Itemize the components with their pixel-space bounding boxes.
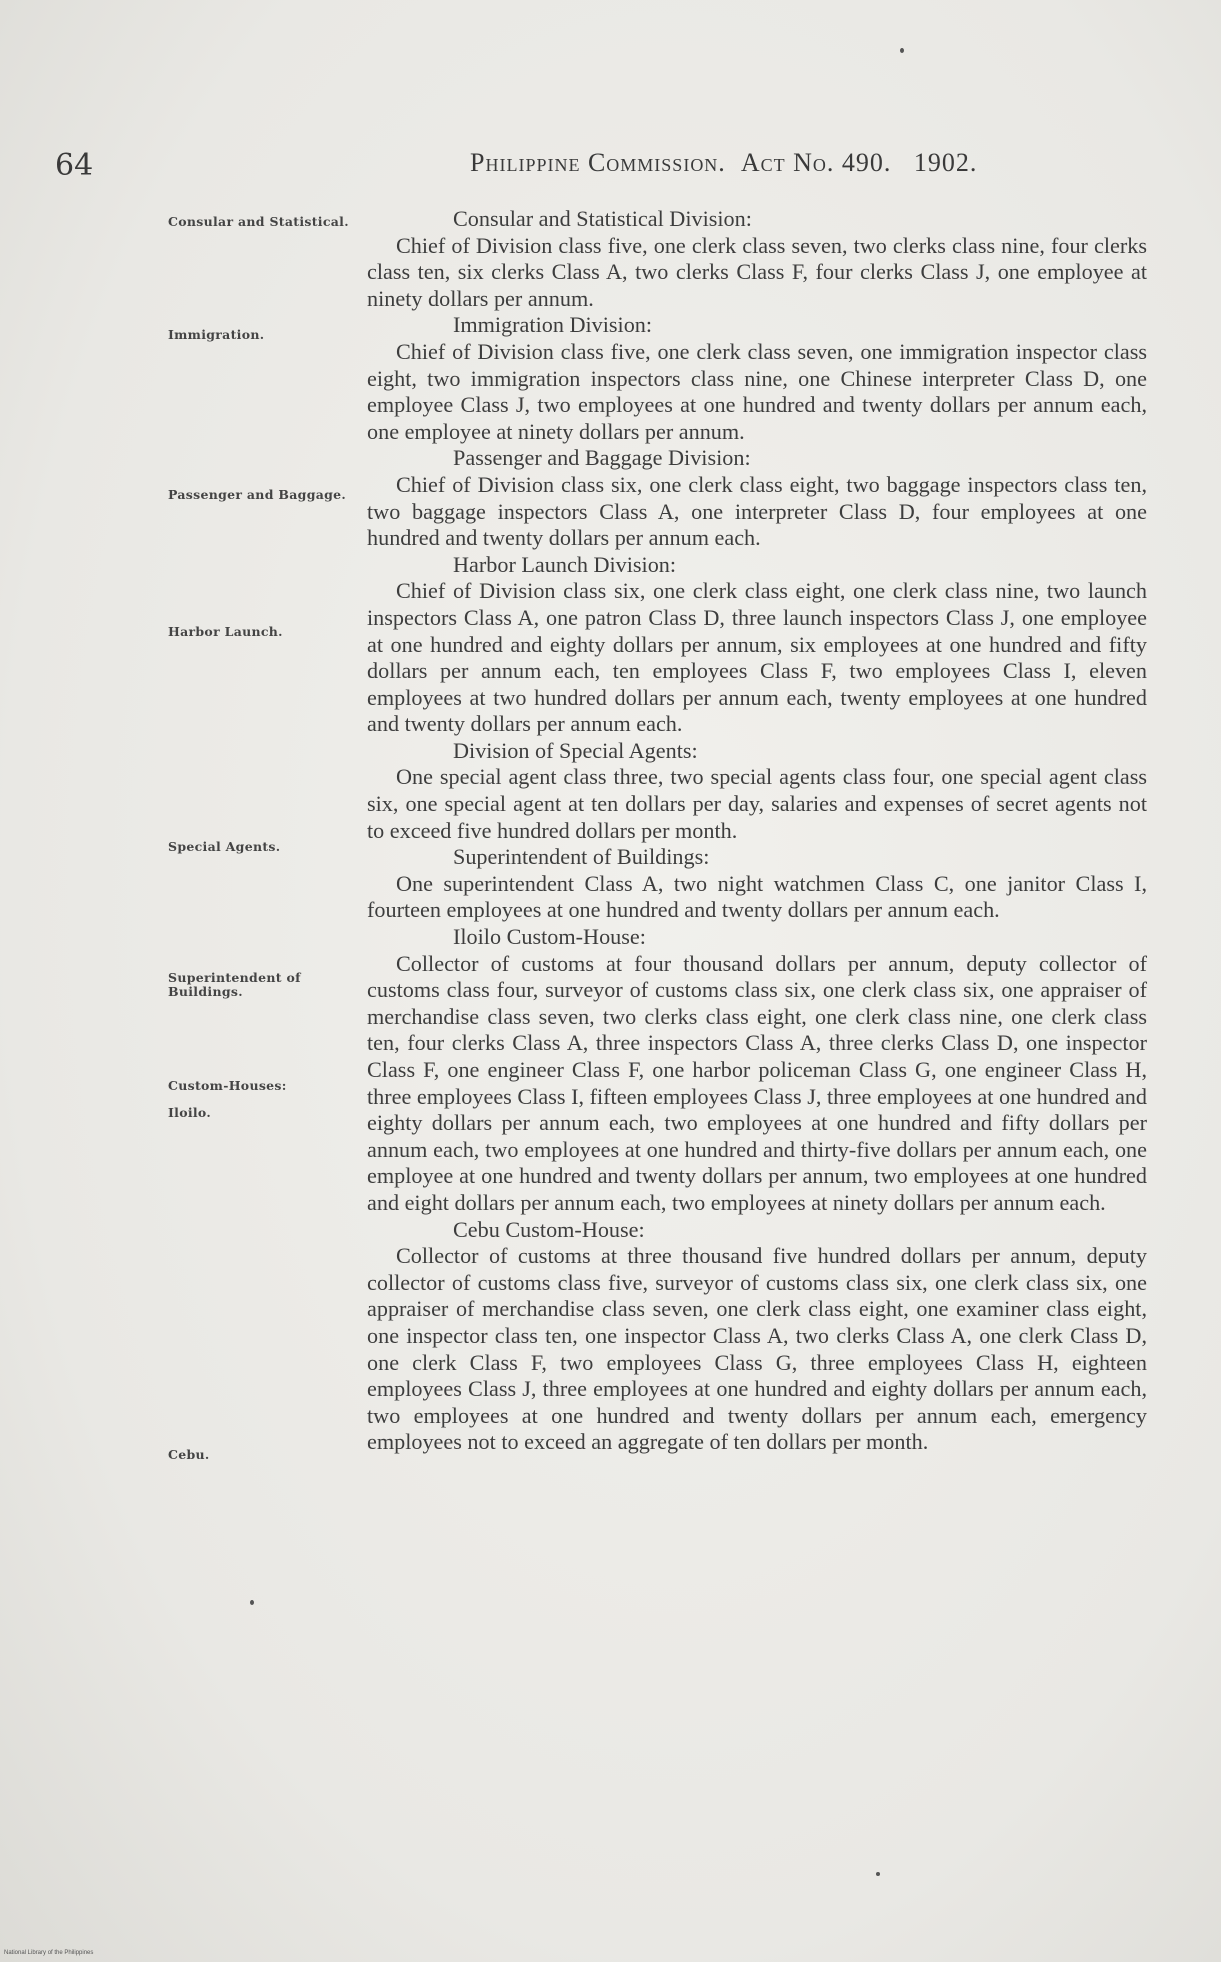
section-heading: Immigration Division:	[453, 312, 653, 338]
margin-note-immigration: Immigration.	[168, 327, 265, 342]
body-text	[367, 206, 1147, 1456]
section-iloilo	[367, 924, 1147, 1217]
running-head-year: 1902.	[913, 148, 978, 177]
running-head-act: Act No. 490.	[740, 148, 892, 177]
section-body: Chief of Division class six, one clerk class eight, one clerk class nine, two launch inspectors Class A, one patron Class D, three launch inspectors Class J, one employee at one hundred and eighty dollars per annum, six employees at one hundred and fifty dollars per annum each, ten employees Class F, two employees Class I, eleven employees at two hundred dollars per annum each, twenty employees at one hundred and twenty dollars per annum each.	[367, 578, 1147, 737]
scan-speck	[250, 1600, 254, 1605]
section-body: Chief of Division class six, one clerk class eight, two baggage inspectors class ten, two baggage inspectors Class A, one interpreter Class D, four employees at one hundred and twenty dollars per annum each.	[367, 471, 1147, 551]
running-head	[470, 148, 1150, 178]
library-stamp: National Library of the Philippines	[4, 1950, 94, 1956]
margin-note-iloilo: Iloilo.	[168, 1105, 211, 1120]
margin-note-custom-houses: Custom-Houses:	[168, 1078, 287, 1093]
running-head-title: Philippine Commission.	[470, 148, 726, 177]
section-body: Chief of Division class five, one clerk class seven, one immigration inspector class eight, two immigration inspectors class nine, one Chinese interpreter Class D, one employee Class J, two employees at one hundred and twenty dollars per annum each, one employee at ninety dollars per annum.	[367, 338, 1147, 444]
margin-note-superintendent: Superintendent of Buildings.	[168, 970, 301, 999]
page-number: 64	[55, 148, 94, 183]
section-harbor-launch	[367, 552, 1147, 738]
section-body: One special agent class three, two special agents class four, one special agent class six, one special agent at ten dollars per day, salaries and expenses of secret agents not to exceed five hundred dollars per month.	[367, 764, 1147, 843]
section-special-agents	[367, 738, 1147, 844]
section-heading: Harbor Launch Division:	[453, 551, 677, 577]
section-cebu	[367, 1217, 1147, 1456]
section-superintendent	[367, 844, 1147, 924]
section-heading: Division of Special Agents:	[453, 737, 698, 763]
margin-note-special-agents: Special Agents.	[168, 839, 281, 854]
section-body: One superintendent Class A, two night watchmen Class C, one janitor Class I, fourteen employees at one hundred and twenty dollars per annum each.	[367, 870, 1147, 923]
section-consular	[367, 206, 1147, 312]
section-heading: Iloilo Custom-House:	[453, 924, 646, 950]
scan-speck	[900, 48, 904, 53]
section-heading: Superintendent of Buildings:	[453, 844, 710, 870]
margin-note-harbor-launch: Harbor Launch.	[168, 624, 283, 639]
section-body: Chief of Division class five, one clerk class seven, two clerks class nine, four clerks class ten, six clerks Class A, two clerks Class F, four clerks Class J, one employee at ninety dollars per annum.	[367, 232, 1147, 311]
section-body: Collector of customs at four thousand dollars per annum, deputy collector of customs class four, surveyor of customs class six, one clerk class six, one appraiser of merchandise class seven, two clerks class eight, one clerk class nine, one clerk class ten, four clerks Class A, three inspectors Class A, three clerks Class D, one inspector Class F, one engineer Class F, one harbor policeman Class G, one engineer Class H, three employees Class I, fifteen employees Class J, three employees at one hundred and eighty dollars per annum each, two employees at one hundred and fifty dollars per annum each, two employees at one hundred and thirty-five dollars per annum each, one employee at one hundred and twenty dollars per annum, two employees at one hundred and eight dollars per annum each, two employees at ninety dollars per annum each.	[367, 950, 1147, 1215]
margin-note-cebu: Cebu.	[168, 1447, 210, 1462]
section-heading: Consular and Statistical Division:	[453, 206, 752, 231]
scan-speck	[876, 1872, 880, 1876]
section-passenger-baggage	[367, 445, 1147, 551]
margin-note-passenger: Passenger and Baggage.	[168, 487, 347, 502]
section-heading: Passenger and Baggage Division:	[453, 445, 751, 471]
section-body: Collector of customs at three thousand five hundred dollars per annum, deputy collector of customs class five, surveyor of customs class six, one clerk class six, one appraiser of merchandise class seven, one clerk class eight, one examiner class eight, one inspector class ten, one inspector Class A, two clerks Class A, one clerk Class D, one clerk Class F, two employees Class G, three employees Class H, eighteen employees Class J, three employees at one hundred and eighty dollars per annum each, two employees at one hundred and twenty dollars per annum each, emergency employees not to exceed an aggregate of ten dollars per month.	[367, 1243, 1147, 1455]
section-heading: Cebu Custom-House:	[453, 1216, 645, 1242]
margin-note-consular: Consular and Statistical.	[168, 214, 349, 229]
section-immigration	[367, 312, 1147, 445]
